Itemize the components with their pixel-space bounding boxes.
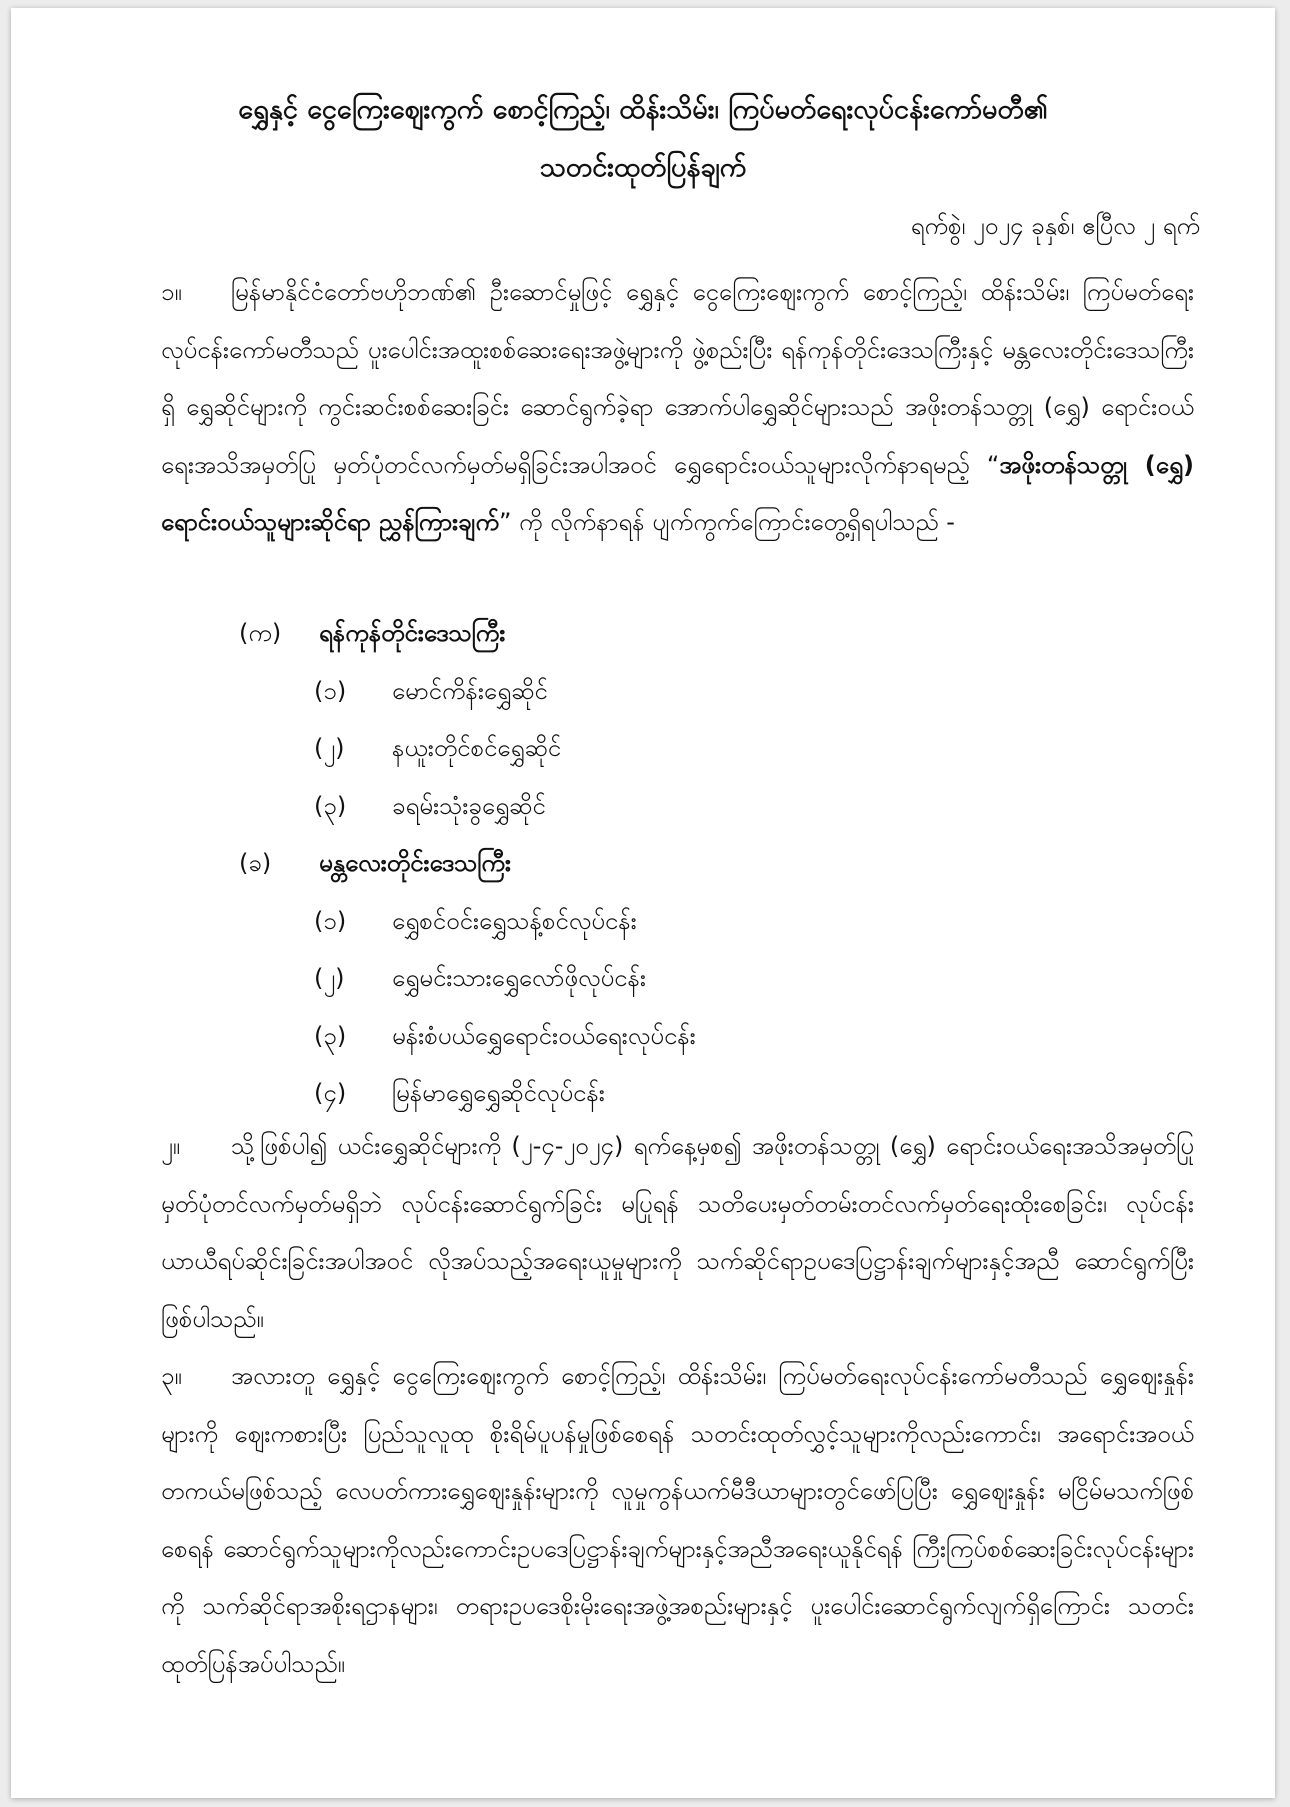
list-item xyxy=(314,786,546,826)
list-item xyxy=(314,1016,696,1056)
region-yangon-heading xyxy=(239,613,505,653)
shop-name: ရွှေမင်းသားရွှေလော်ဖိုလုပ်ငန်း xyxy=(392,964,646,992)
shop-name: မြန်မာရွှေရွှေဆိုင်လုပ်ငန်း xyxy=(392,1079,605,1107)
item-number: (၁) xyxy=(314,677,347,705)
item-number: (၄) xyxy=(314,1079,347,1107)
document-date: ရက်စွဲ၊ ၂၀၂၄ ခုနှစ်၊ ဧပြီလ ၂ ရက် xyxy=(910,212,1200,240)
document-title-line1: ရွှေနှင့် ငွေကြေးဈေးကွက် စောင့်ကြည့်၊ ထိန်းသိမ်း၊ ကြပ်မတ်ရေးလုပ်ငန်းကော်မတီ၏ xyxy=(238,94,1048,125)
list-item xyxy=(314,728,561,768)
paragraph-text: အလားတူ ရွှေနှင့် ငွေကြေးဈေးကွက် စောင့်ကြည့်၊ ထိန်းသိမ်း၊ ကြပ်မတ်ရေးလုပ်ငန်းကော်မတီသည် ရွှေဈေးနှုန်းများကို ဈေးကစားပြီး ပြည်သူလူထု စိုးရိမ်ပူပန်မှုဖြစ်စေရန် သတင်းထုတ်လွှင့်သူများကိုလည်းကောင်း၊ အရောင်းအဝယ်တကယ်မဖြစ်သည့် လေပတ်ကားရွှေဈေးနှုန်းများကို လူမှုကွန်ယက်မီဒီယာများတွင်ဖော်ပြပြီး ရွှေဈေးနှုန်း မငြိမ်မသက်ဖြစ်စေရန် ဆောင်ရွက်သူများကိုလည်းကောင်းဥပဒေပြဋ္ဌာန်းချက်များနှင့်အညီအရေးယူနိုင်ရန် ကြီးကြပ်စစ်ဆေးခြင်းလုပ်ငန်းများကို သက်ဆိုင်ရာအစိုးရဌာနများ၊ တရားဥပဒေစိုးမိုးရေးအဖွဲ့အစည်းများနှင့် ပူးပေါင်းဆောင်ရွက်လျက်ရှိကြောင်း သတင်းထုတ်ပြန်အပ်ပါသည်။ xyxy=(161,1362,1194,1678)
list-item xyxy=(314,671,548,711)
shop-name: ခရမ်းသုံးခွရွှေဆိုင် xyxy=(392,792,546,820)
region-name: ရန်ကုန်တိုင်းဒေသကြီး xyxy=(319,619,506,647)
paragraph-text: ” ကို လိုက်နာရန် ပျက်ကွက်ကြောင်းတွေ့ရှိရပါသည် - xyxy=(498,508,955,536)
region-label: (ခ) xyxy=(239,849,272,877)
directive-title: အဖိုးတန်သတ္တု (ရွှေ) ရောင်းဝယ်သူများဆိုင်ရာ ညွှန်ကြားချက် xyxy=(161,450,1194,536)
paragraph-number: ၁။ xyxy=(161,278,182,306)
item-number: (၁) xyxy=(314,907,347,935)
list-item xyxy=(314,1073,605,1113)
item-number: (၂) xyxy=(314,734,345,762)
region-mandalay-heading xyxy=(239,843,511,883)
document-page xyxy=(11,8,1275,1798)
list-item xyxy=(314,901,637,941)
list-item xyxy=(314,958,646,998)
item-number: (၃) xyxy=(314,1022,347,1050)
shop-name: ရွှေစင်ဝင်းရွှေသန့်စင်လုပ်ငန်း xyxy=(392,907,637,935)
shop-name: မန်းစံပယ်ရွှေရောင်းဝယ်ရေးလုပ်ငန်း xyxy=(392,1022,696,1050)
paragraph-1 xyxy=(161,264,1194,609)
shop-name: နယူးတိုင်စင်ရွှေဆိုင် xyxy=(392,734,562,762)
item-number: (၂) xyxy=(314,964,345,992)
region-label: (က) xyxy=(239,619,282,647)
item-number: (၃) xyxy=(314,792,347,820)
paragraph-text: မြန်မာနိုင်ငံတော်ဗဟိုဘဏ်၏ ဦးဆောင်မှုဖြင့် ရွှေနှင့် ငွေကြေးဈေးကွက် စောင့်ကြည့်၊ ထိန်းသိမ်း၊ ကြပ်မတ်ရေးလုပ်ငန်းကော်မတီသည် ပူးပေါင်းအထူးစစ်ဆေးရေးအဖွဲ့များကို ဖွဲ့စည်းပြီး ရန်ကုန်တိုင်းဒေသကြီးနှင့် မန္တလေးတိုင်းဒေသကြီးရှိ ရွှေဆိုင်များကို ကွင်းဆင်းစစ်ဆေးခြင်း ဆောင်ရွက်ခဲ့ရာ အောက်ပါရွှေဆိုင်များသည် အဖိုးတန်သတ္တု (ရွှေ) ရောင်းဝယ်ရေးအသိအမှတ်ပြု မှတ်ပုံတင်လက်မှတ်မရှိခြင်းအပါအဝင် ရွှေရောင်းဝယ်သူများလိုက်နာရမည့် “ xyxy=(161,278,1194,479)
region-name: မန္တလေးတိုင်းဒေသကြီး xyxy=(319,849,511,877)
paragraph-number: ၃။ xyxy=(161,1362,182,1390)
shop-name: မောင်ကိန်းရွှေဆိုင် xyxy=(392,677,548,705)
paragraph-text: သို့ဖြစ်ပါ၍ ယင်းရွှေဆိုင်များကို (၂-၄-၂၀၂၄) ရက်နေ့မှစ၍ အဖိုးတန်သတ္တု (ရွှေ) ရောင်းဝယ်ရေးအသိအမှတ်ပြုမှတ်ပုံတင်လက်မှတ်မရှိဘဲ လုပ်ငန်းဆောင်ရွက်ခြင်း မပြုရန် သတိပေးမှတ်တမ်းတင်လက်မှတ်ရေးထိုးစေခြင်း၊ လုပ်ငန်းယာယီရပ်ဆိုင်းခြင်းအပါအဝင် လိုအပ်သည့်အရေးယူမှုများကို သက်ဆိုင်ရာဥပဒေပြဋ္ဌာန်းချက်များနှင့်အညီ ဆောင်ရွက်ပြီးဖြစ်ပါသည်။ xyxy=(161,1132,1194,1333)
paragraph-number: ၂။ xyxy=(161,1132,181,1160)
document-title-line2: သတင်းထုတ်ပြန်ချက် xyxy=(539,152,747,183)
paragraph-3 xyxy=(161,1348,1194,1750)
paragraph-2 xyxy=(161,1118,1194,1348)
